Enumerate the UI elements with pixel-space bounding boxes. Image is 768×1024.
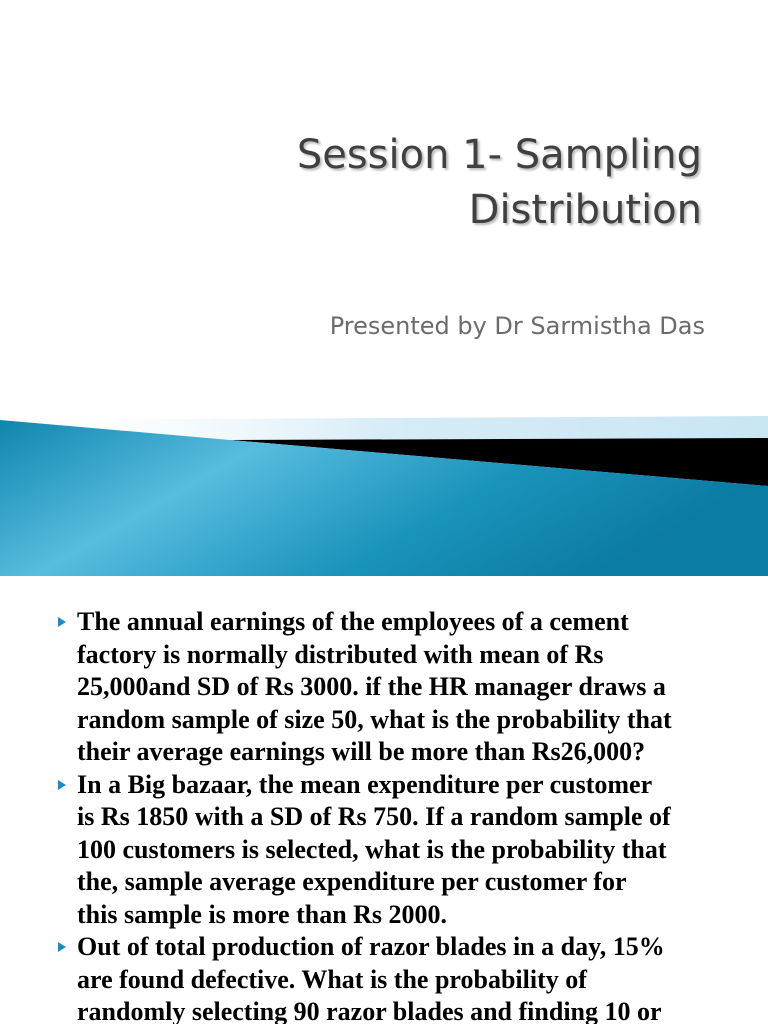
question-1-line-1: The annual earnings of the employees of a cement	[77, 607, 629, 636]
question-2-line-4: the, sample average expenditure per customer for	[77, 867, 627, 896]
question-3-line-1: Out of total production of razor blades in a day, 15%	[77, 932, 665, 961]
question-2-line-5: this sample is more than Rs 2000.	[77, 899, 448, 929]
question-1-line-3: 25,000and SD of Rs 3000. if the HR manager draws a	[77, 672, 666, 701]
triangle-right-bullet-icon	[58, 942, 66, 952]
question-1-line-2: factory is normally distributed with mean of Rs	[77, 639, 604, 669]
question-2-line-3: 100 customers is selected, what is the probability that	[77, 834, 667, 864]
question-1-line-5: their average earnings will be more than Rs26,000?	[77, 737, 646, 766]
slide-title-line-1: Session 1- Sampling	[296, 132, 702, 178]
question-item-1	[0, 606, 768, 769]
question-3-line-3: randomly selecting 90 razor blades and finding 10 or	[77, 997, 662, 1024]
question-2-line-2: is Rs 1850 with a SD of Rs 750. If a random sample of	[77, 802, 671, 831]
question-item-2	[0, 769, 768, 932]
triangle-right-bullet-icon	[58, 780, 66, 790]
question-item-3	[0, 931, 768, 1024]
question-list	[0, 606, 768, 1024]
triangle-right-bullet-icon	[58, 617, 66, 627]
slide-title	[180, 128, 702, 238]
question-2-line-1: In a Big bazaar, the mean expenditure per customer	[77, 769, 653, 799]
slide-subtitle: Presented by Dr Sarmistha Das	[329, 312, 705, 340]
slide-title-line-2: Distribution	[468, 187, 702, 233]
decorative-wave-band	[0, 410, 768, 576]
question-slide	[0, 580, 768, 1024]
question-3-line-2: are found defective. What is the probability of	[77, 964, 587, 994]
question-1-line-4: random sample of size 50, what is the probability that	[77, 704, 672, 734]
